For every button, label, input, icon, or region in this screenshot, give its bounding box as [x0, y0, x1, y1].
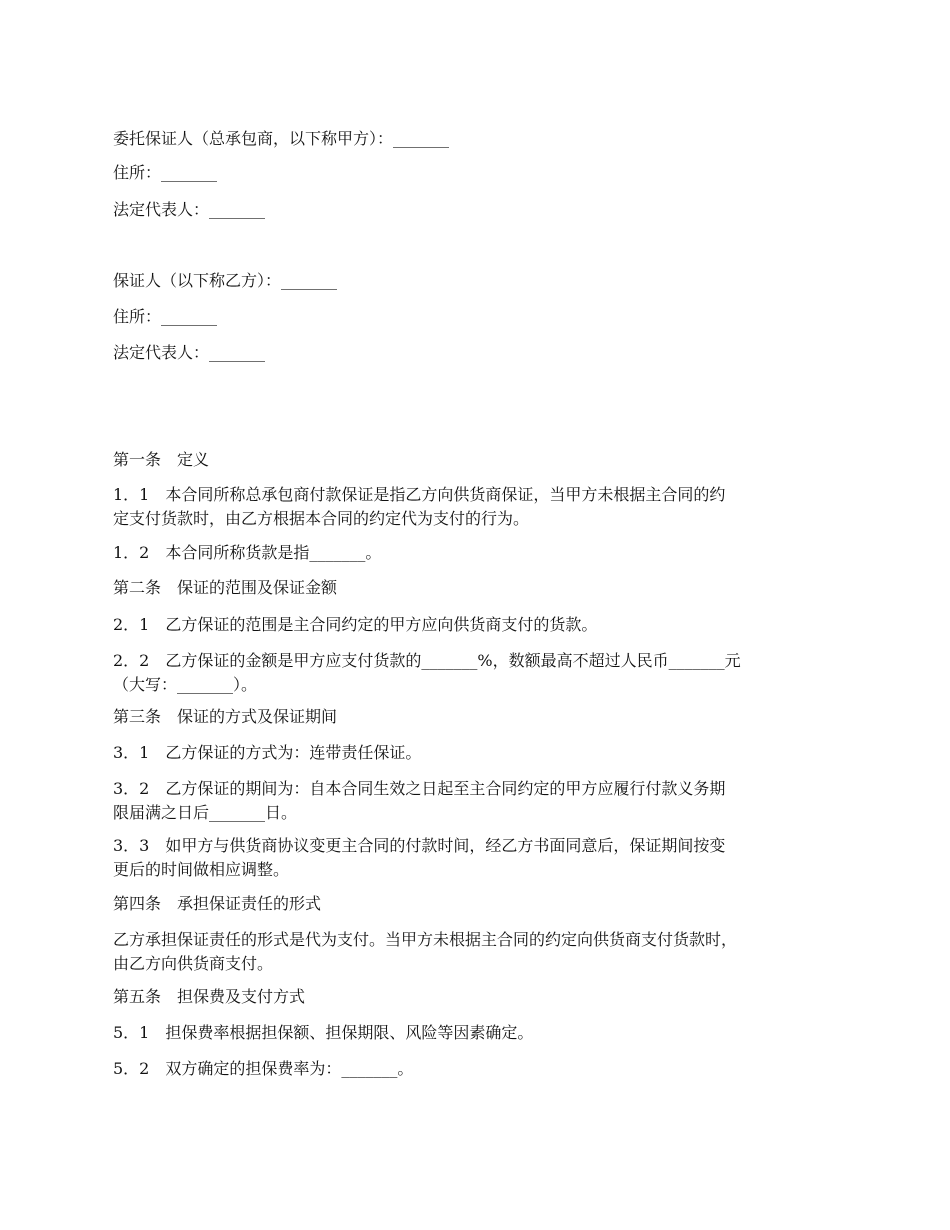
party-b-guarantor: 保证人（以下称乙方）：_______ [113, 271, 338, 290]
contract-page [113, 0, 838, 1230]
clause-5-1-line-1: 5．1 担保费率根据担保额、担保期限、风险等因素确定。 [113, 1023, 534, 1042]
party-b-representative: 法定代表人：_______ [113, 343, 266, 362]
article-4-body [113, 928, 838, 976]
article-3-heading: 第三条 保证的方式及保证期间 [113, 707, 338, 726]
clause-3-2-line-1: 3．2 乙方保证的期间为：自本合同生效之日起至主合同约定的甲方应履行付款义务期 [113, 779, 726, 798]
clause-2-1 [113, 613, 838, 637]
clause-3-3-line-2: 更后的时间做相应调整。 [113, 860, 290, 879]
clause-5-1 [113, 1021, 838, 1045]
clause-3-1 [113, 741, 838, 765]
clause-1-2-line-1: 1．2 本合同所称货款是指_______。 [113, 543, 382, 562]
clause-1-1 [113, 483, 838, 531]
article-4-heading: 第四条 承担保证责任的形式 [113, 894, 322, 913]
clause-5-2 [113, 1057, 838, 1081]
clause-3-2 [113, 777, 838, 825]
article-1-heading: 第一条 定义 [113, 450, 210, 469]
clause-3-2-line-2: 限届满之日后_______日。 [113, 803, 298, 822]
party-a-address: 住所：_______ [113, 163, 218, 182]
clause-2-2 [113, 649, 838, 697]
clause-1-2 [113, 541, 838, 565]
clause-2-2-line-2: （大写：_______）。 [113, 675, 258, 694]
clause-3-3 [113, 834, 838, 882]
clause-1-1-line-1: 1．1 本合同所称总承包商付款保证是指乙方向供货商保证，当甲方未根据主合同的约 [113, 485, 726, 504]
article-4-body-line-1: 乙方承担保证责任的形式是代为支付。当甲方未根据主合同的约定向供货商支付货款时， [113, 930, 738, 949]
clause-2-2-line-1: 2．2 乙方保证的金额是甲方应支付货款的_______%，数额最高不超过人民币_______元 [113, 651, 741, 670]
party-b-address: 住所：_______ [113, 307, 218, 326]
article-4-body-line-2: 由乙方向供货商支付。 [113, 954, 274, 973]
clause-5-2-line-1: 5．2 双方确定的担保费率为：_______。 [113, 1059, 414, 1078]
article-5-heading: 第五条 担保费及支付方式 [113, 987, 306, 1006]
party-a-representative: 法定代表人：_______ [113, 200, 266, 219]
clause-3-1-line-1: 3．1 乙方保证的方式为：连带责任保证。 [113, 743, 422, 762]
clause-1-1-line-2: 定支付货款时，由乙方根据本合同的约定代为支付的行为。 [113, 509, 530, 528]
article-2-heading: 第二条 保证的范围及保证金额 [113, 578, 338, 597]
clause-3-3-line-1: 3．3 如甲方与供货商协议变更主合同的付款时间，经乙方书面同意后，保证期间按变 [113, 836, 726, 855]
clause-2-1-line-1: 2．1 乙方保证的范围是主合同约定的甲方应向供货商支付的货款。 [113, 615, 598, 634]
party-a-principal: 委托保证人（总承包商，以下称甲方）：_______ [113, 129, 450, 148]
